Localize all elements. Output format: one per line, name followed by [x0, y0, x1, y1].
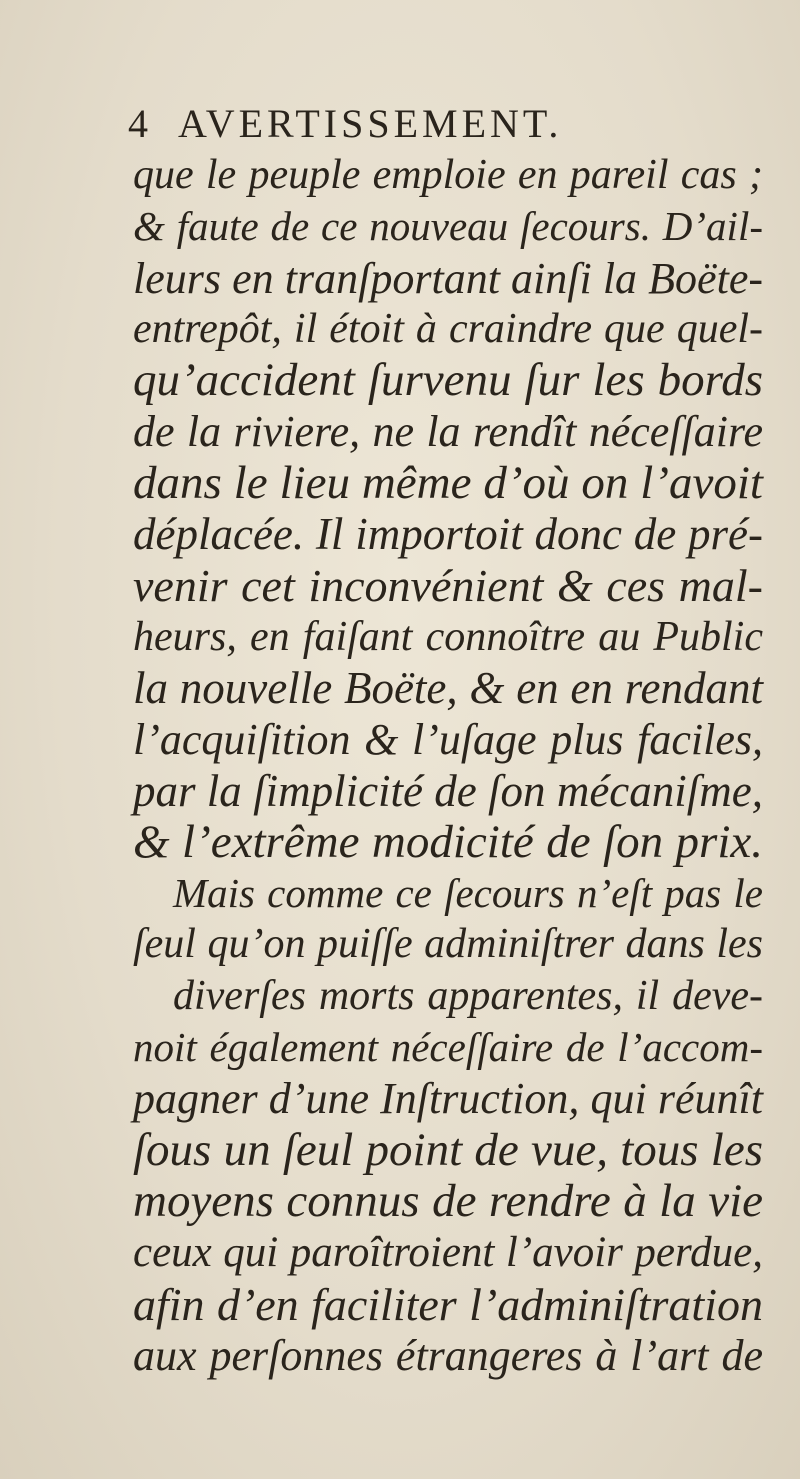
text-line: dans le lieu même d’où on l’avoit — [133, 456, 763, 509]
text-line: & faute de ce nouveau ſecours. D’ail- — [133, 203, 763, 250]
text-line: aux perſonnes étrangeres à l’art de — [133, 1330, 763, 1380]
text-line: de la riviere, ne la rendît néceſſaire — [133, 407, 763, 457]
text-line: entrepôt, il étoit à craindre que quel- — [133, 305, 763, 352]
text-line: ceux qui paroîtroient l’avoir perdue, — [133, 1229, 763, 1277]
text-line: afin d’en faciliter l’adminiſtration — [133, 1278, 763, 1330]
text-line: venir cet inconvénient & ces mal- — [133, 560, 763, 612]
text-line: qu’accident ſurvenu ſur les bords — [133, 354, 763, 407]
text-line: heurs, en faiſant connoître au Public — [133, 613, 763, 660]
text-line: diverſes morts apparentes, il deve- — [173, 972, 763, 1019]
text-line: que le peuple emploie en pareil cas ; — [133, 152, 763, 198]
text-line: l’acquiſition & l’uſage plus faciles, — [133, 715, 763, 765]
running-title: AVERTISSEMENT. — [178, 101, 563, 146]
text-line: ſous un ſeul point de vue, tous les — [133, 1123, 763, 1176]
body-text — [133, 150, 763, 1381]
text-line: moyens connus de rendre à la vie — [133, 1174, 763, 1227]
text-line: & l’extrême modicité de ſon prix. — [133, 815, 763, 868]
text-line: ſeul qu’on puiſſe adminiſtrer dans les — [133, 921, 763, 968]
text-line: noit également néceſſaire de l’accom- — [133, 1024, 763, 1071]
text-line: déplacée. Il importoit donc de pré- — [133, 509, 763, 560]
page-number: 4 — [128, 101, 152, 146]
text-line: Mais comme ce ſecours n’eſt pas le — [173, 870, 763, 917]
text-line: leurs en tranſportant ainſi la Boëte- — [133, 253, 763, 303]
text-line: la nouvelle Boëte, & en en rendant — [133, 662, 763, 713]
text-line: par la ſimplicité de ſon mécaniſme, — [133, 765, 763, 816]
text-line: pagner d’une Inſtruction, qui réunît — [133, 1074, 763, 1124]
page-header — [128, 100, 562, 147]
